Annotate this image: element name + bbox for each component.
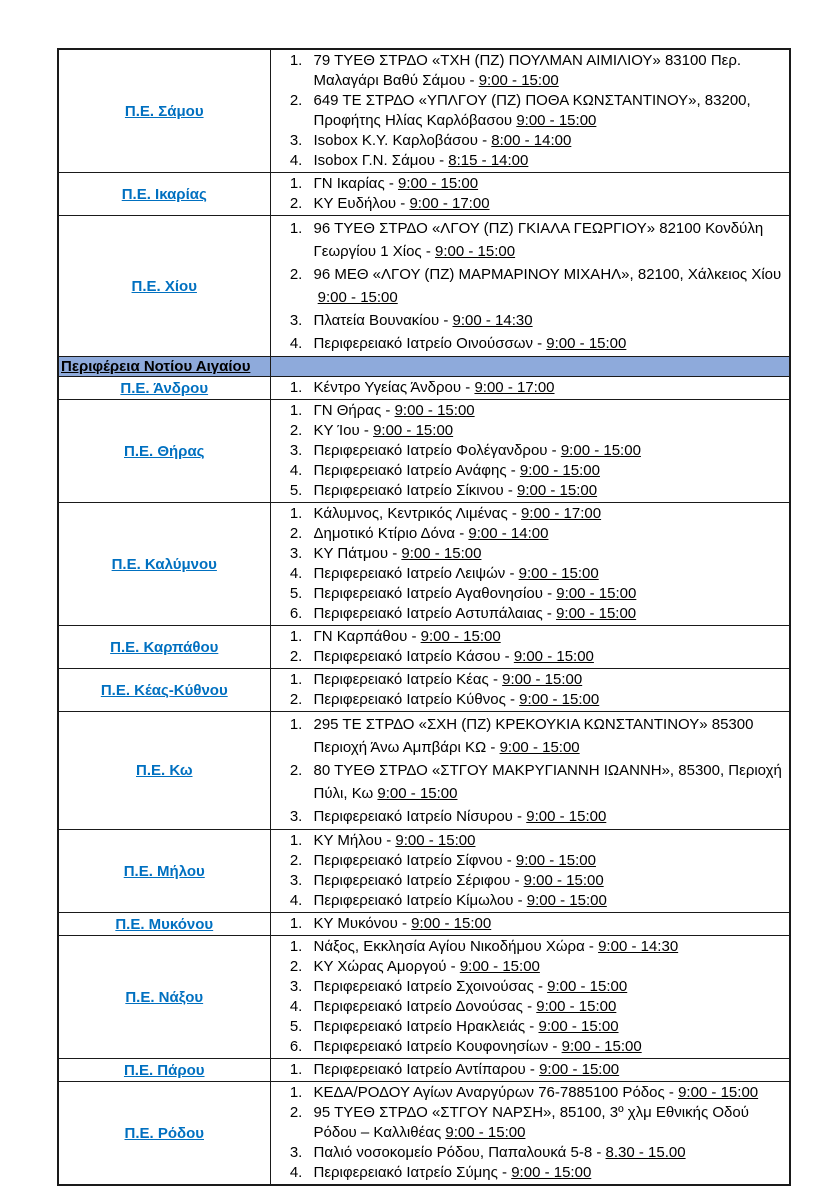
separator: -: [510, 872, 524, 889]
location-item: [307, 461, 788, 481]
region-link[interactable]: Π.Ε. Ρόδου: [124, 1124, 204, 1142]
separator: -: [434, 152, 449, 169]
location-text: Περιφερειακό Ιατρείο Οινούσσων: [313, 335, 533, 352]
location-text: 95 ΤΥΕΘ ΣΤΡΔΟ «ΣΤΓΟΥ ΝΑΡΣΗ», 85100, 3º χλμ Εθνικής Οδού Ρόδου – Καλλιθέας: [313, 1104, 749, 1141]
locations-list: [273, 627, 788, 667]
separator: -: [455, 525, 469, 542]
hours-value: 9:00 - 15:00: [516, 112, 597, 129]
locations-cell: [270, 669, 790, 712]
location-item: [307, 759, 788, 805]
location-item: [307, 851, 788, 871]
hours-value: 9:00 - 15:00: [377, 785, 458, 802]
separator: -: [547, 442, 561, 459]
hours-value: 9:00 - 15:00: [678, 1084, 759, 1101]
separator: -: [506, 462, 520, 479]
location-text: Νάξος, Εκκλησία Αγίου Νικοδήμου Χώρα: [313, 938, 585, 955]
location-item: [307, 1083, 788, 1103]
location-text: Περιφερειακό Ιατρείο Ηρακλειάς: [313, 1018, 526, 1035]
region-cell: [58, 503, 270, 626]
location-text: Περιφερειακό Ιατρείο Κάσου: [313, 648, 501, 665]
hours-value: 9:00 - 15:00: [373, 422, 454, 439]
locations-cell: [270, 626, 790, 669]
location-text: Κάλυμνος, Κεντρικός Λιμένας: [313, 505, 508, 522]
section-header-cell: [58, 357, 270, 377]
region-link[interactable]: Π.Ε. Σάμου: [124, 102, 204, 120]
hours-value: 9:00 - 15:00: [561, 1038, 642, 1055]
locations-cell: [270, 503, 790, 626]
region-cell: [58, 1059, 270, 1082]
region-row: [58, 377, 790, 400]
section-header-row: [58, 357, 790, 377]
hours-value: 9:00 - 15:00: [519, 691, 600, 708]
locations-list: [273, 51, 788, 171]
separator: -: [532, 335, 547, 352]
hours-value: 9:00 - 17:00: [521, 505, 602, 522]
location-text: Περιφερειακό Ιατρείο Σύμης: [313, 1164, 498, 1181]
location-item: [307, 441, 788, 461]
separator: -: [382, 832, 396, 849]
location-text: Περιφερειακό Ιατρείο Σίκινου: [313, 482, 504, 499]
separator: -: [542, 585, 557, 602]
region-link[interactable]: Π.Ε. Ικαρίας: [121, 185, 207, 203]
separator: -: [388, 545, 402, 562]
region-row: [58, 49, 790, 173]
hours-value: 8:15 - 14:00: [448, 152, 529, 169]
location-text: Παλιό νοσοκομείο Ρόδου, Παπαλουκά 5-8: [313, 1144, 593, 1161]
location-item: [307, 481, 788, 501]
hours-value: 9:00 - 15:00: [547, 978, 628, 995]
hours-value: 9:00 - 15:00: [523, 872, 604, 889]
location-item: [307, 871, 788, 891]
separator: -: [500, 648, 514, 665]
location-text: 295 ΤΕ ΣΤΡΔΟ «ΣΧΗ (ΠΖ) ΚΡΕΚΟΥΚΙΑ ΚΩΝΣΤΑΝΤΙΝΟΥ» 85300 Περιοχή Άνω Αμπβάρι ΚΩ: [313, 716, 754, 756]
hours-value: 8:00 - 14:00: [491, 132, 572, 149]
region-cell: [58, 400, 270, 503]
location-item: [307, 1037, 788, 1057]
location-item: [307, 151, 788, 171]
location-item: [307, 914, 788, 934]
location-text: ΓΝ Θήρας: [313, 402, 382, 419]
hours-value: 9:00 - 15:00: [478, 72, 559, 89]
location-text: ΚΥ Χώρας Αμοργού: [313, 958, 447, 975]
location-item: [307, 1143, 788, 1163]
region-row: [58, 913, 790, 936]
separator: -: [584, 938, 599, 955]
location-text: Περιφερειακό Ιατρείο Λειψών: [313, 565, 506, 582]
region-link[interactable]: Π.Ε. Πάρου: [123, 1061, 205, 1079]
location-text: ΚΥ Ευδήλου: [313, 195, 397, 212]
location-item: [307, 504, 788, 524]
region-cell: [58, 173, 270, 216]
region-link[interactable]: Π.Ε. Μυκόνου: [115, 915, 214, 933]
location-item: [307, 670, 788, 690]
location-item: [307, 332, 788, 355]
region-cell: [58, 669, 270, 712]
separator: -: [381, 402, 395, 419]
location-item: [307, 891, 788, 911]
location-text: Περιφερειακό Ιατρείο Φολέγανδρου: [313, 442, 548, 459]
location-item: [307, 831, 788, 851]
locations-list: [273, 401, 788, 501]
location-item: [307, 174, 788, 194]
location-text: 79 ΤΥΕΘ ΣΤΡΔΟ «ΤΧΗ (ΠΖ) ΠΟΥΛΜΑΝ ΑΙΜΙΛΙΟΥ» 83100 Περ. Μαλαγάρι Βαθύ Σάμου: [313, 52, 742, 89]
location-item: [307, 997, 788, 1017]
location-text: Περιφερειακό Ιατρείο Νίσυρου: [313, 808, 513, 825]
region-row: [58, 1082, 790, 1186]
hours-value: 9:00 - 15:00: [394, 402, 475, 419]
region-row: [58, 216, 790, 357]
region-link[interactable]: Π.Ε. Καρπάθου: [110, 638, 219, 656]
separator: -: [396, 195, 410, 212]
separator: -: [439, 312, 453, 329]
region-link[interactable]: Π.Ε. Θήρας: [124, 442, 205, 460]
location-text: 80 ΤΥΕΘ ΣΤΡΔΟ «ΣΤΓΟΥ ΜΑΚΡΥΓΙΑΝΝΗ ΙΩΑΝΝΗ», 85300, Περιοχή Πύλι, Κω: [313, 762, 782, 802]
locations-cell: [270, 936, 790, 1059]
location-item: [307, 584, 788, 604]
separator: -: [477, 132, 492, 149]
locations-list: [273, 378, 788, 398]
location-item: [307, 1017, 788, 1037]
region-row: [58, 400, 790, 503]
location-item: [307, 1060, 788, 1080]
location-item: [307, 194, 788, 214]
location-item: [307, 401, 788, 421]
location-item: [307, 544, 788, 564]
location-text: Δημοτικό Κτίριο Δόνα: [313, 525, 456, 542]
region-link[interactable]: Π.Ε. Άνδρου: [120, 379, 209, 397]
locations-cell: [270, 913, 790, 936]
hours-value: 9:00 - 15:00: [395, 832, 476, 849]
locations-cell: [270, 377, 790, 400]
location-text: 96 ΜΕΘ «ΛΓΟΥ (ΠΖ) ΜΑΡΜΑΡΙΝΟΥ ΜΙΧΑΗΛ», 82100, Χάλκειος Χίου: [313, 266, 782, 283]
location-text: 649 ΤΕ ΣΤΡΔΟ «ΥΠΛΓΟΥ (ΠΖ) ΠΟΘΑ ΚΩΝΣΤΑΝΤΙΝΟΥ», 83200, Προφήτης Ηλίας Καρλόβασου: [313, 92, 751, 129]
schedule-table: [57, 48, 791, 1186]
separator: -: [359, 422, 374, 439]
location-item: [307, 421, 788, 441]
separator: -: [525, 1018, 539, 1035]
separator: -: [461, 379, 475, 396]
location-item: [307, 977, 788, 997]
separator: -: [505, 691, 520, 708]
hours-value: 9:00 - 15:00: [539, 1061, 620, 1078]
region-link[interactable]: Π.Ε. Μήλου: [123, 862, 205, 880]
locations-list: [273, 174, 788, 214]
region-row: [58, 1059, 790, 1082]
hours-value: 9:00 - 15:00: [538, 1018, 619, 1035]
hours-value: 9:00 - 15:00: [517, 482, 598, 499]
separator: -: [465, 72, 479, 89]
hours-value: 9:00 - 17:00: [409, 195, 490, 212]
location-text: Περιφερειακό Ιατρείο Αστυπάλαιας: [313, 605, 543, 622]
hours-value: 9:00 - 15:00: [526, 892, 607, 909]
location-item: [307, 604, 788, 624]
region-row: [58, 830, 790, 913]
region-cell: [58, 626, 270, 669]
separator: -: [533, 978, 548, 995]
region-cell: [58, 377, 270, 400]
hours-value: 9:00 - 15:00: [519, 462, 600, 479]
section-header-cell-right: [270, 357, 790, 377]
separator: -: [525, 1061, 540, 1078]
schedule-table-body: [58, 49, 790, 1185]
locations-cell: [270, 173, 790, 216]
region-row: [58, 669, 790, 712]
hours-value: 9:00 - 15:00: [420, 628, 501, 645]
region-link[interactable]: Π.Ε. Κέας-Κύθνου: [100, 681, 228, 699]
locations-cell: [270, 1059, 790, 1082]
location-item: [307, 564, 788, 584]
region-cell: [58, 712, 270, 830]
locations-cell: [270, 49, 790, 173]
separator: -: [486, 739, 500, 756]
hours-value: 9:00 - 15:00: [502, 671, 583, 688]
separator: -: [503, 482, 518, 499]
separator: -: [664, 1084, 679, 1101]
hours-value: 9:00 - 15:00: [556, 605, 637, 622]
locations-cell: [270, 830, 790, 913]
hours-value: 9:00 - 14:30: [598, 938, 679, 955]
region-cell: [58, 49, 270, 173]
locations-cell: [270, 400, 790, 503]
location-item: [307, 51, 788, 91]
locations-list: [273, 1060, 788, 1080]
hours-value: 9:00 - 15:00: [499, 739, 580, 756]
hours-value: 9:00 - 15:00: [536, 998, 617, 1015]
locations-list: [273, 217, 788, 355]
location-item: [307, 378, 788, 398]
location-text: Περιφερειακό Ιατρείο Σίφνου: [313, 852, 503, 869]
region-link[interactable]: Π.Ε. Νάξου: [125, 988, 204, 1006]
location-text: ΓΝ Καρπάθου: [313, 628, 408, 645]
location-item: [307, 937, 788, 957]
locations-list: [273, 1083, 788, 1183]
separator: -: [542, 605, 557, 622]
location-item: [307, 957, 788, 977]
location-item: [307, 627, 788, 647]
separator: -: [513, 892, 527, 909]
hours-value: 9:00 - 15:00: [518, 565, 599, 582]
location-text: Περιφερειακό Ιατρείο Αντίπαρου: [313, 1061, 526, 1078]
hours-value: 9:00 - 17:00: [474, 379, 555, 396]
location-item: [307, 131, 788, 151]
location-text: Περιφερειακό Ιατρείο Κουφονησίων: [313, 1038, 549, 1055]
separator: -: [497, 1164, 512, 1181]
location-text: ΚΥ Μήλου: [313, 832, 383, 849]
locations-cell: [270, 712, 790, 830]
location-text: ΚΥ Ίου: [313, 422, 360, 439]
separator: -: [592, 1144, 606, 1161]
location-item: [307, 713, 788, 759]
separator: -: [512, 808, 527, 825]
locations-list: [273, 831, 788, 911]
section-header-label: Περιφέρεια Νοτίου Αιγαίου: [61, 358, 251, 375]
separator: -: [548, 1038, 562, 1055]
locations-cell: [270, 216, 790, 357]
hours-value: 9:00 - 15:00: [546, 335, 627, 352]
region-row: [58, 173, 790, 216]
region-cell: [58, 1082, 270, 1186]
location-item: [307, 263, 788, 309]
hours-value: 9:00 - 15:00: [556, 585, 637, 602]
region-row: [58, 936, 790, 1059]
location-text: ΚΥ Πάτμου: [313, 545, 389, 562]
location-text: ΚΕΔΑ/ΡΟΔΟΥ Αγίων Αναργύρων 76-7885100 Ρόδος: [313, 1084, 665, 1101]
hours-value: 9:00 - 15:00: [526, 808, 607, 825]
location-item: [307, 690, 788, 710]
locations-list: [273, 937, 788, 1057]
hours-value: 9:00 - 15:00: [560, 442, 641, 459]
separator: -: [421, 243, 436, 260]
separator: -: [446, 958, 460, 975]
location-item: [307, 1163, 788, 1183]
hours-value: 9:00 - 15:00: [445, 1124, 526, 1141]
location-item: [307, 524, 788, 544]
locations-cell: [270, 1082, 790, 1186]
separator: -: [397, 915, 412, 932]
location-item: [307, 1103, 788, 1143]
location-text: Περιφερειακό Ιατρείο Δονούσας: [313, 998, 523, 1015]
separator: -: [488, 671, 503, 688]
location-text: Περιφερειακό Ιατρείο Ανάφης: [313, 462, 507, 479]
region-cell: [58, 913, 270, 936]
location-item: [307, 647, 788, 667]
location-text: Περιφερειακό Ιατρείο Κύθνος: [313, 691, 506, 708]
location-text: Πλατεία Βουνακίου: [313, 312, 440, 329]
location-text: Isobox Κ.Υ. Καρλοβάσου: [313, 132, 478, 149]
location-text: Isobox Γ.Ν. Σάμου: [313, 152, 435, 169]
location-text: Κέντρο Υγείας Άνδρου: [313, 379, 462, 396]
region-row: [58, 712, 790, 830]
separator: -: [407, 628, 421, 645]
locations-list: [273, 670, 788, 710]
hours-value: 9:00 - 15:00: [398, 175, 479, 192]
region-link[interactable]: Π.Ε. Κω: [136, 762, 193, 779]
location-text: Περιφερειακό Ιατρείο Κίμωλου: [313, 892, 514, 909]
region-link[interactable]: Π.Ε. Καλύμνου: [111, 555, 217, 573]
hours-value: 9:00 - 15:00: [459, 958, 540, 975]
hours-value: 9:00 - 15:00: [317, 289, 398, 306]
location-text: Περιφερειακό Ιατρείο Σέριφου: [313, 872, 511, 889]
hours-value: 9:00 - 14:30: [452, 312, 533, 329]
separator: -: [502, 852, 516, 869]
location-text: Περιφερειακό Ιατρείο Σχοινούσας: [313, 978, 534, 995]
location-item: [307, 91, 788, 131]
hours-value: 9:00 - 15:00: [513, 648, 594, 665]
locations-list: [273, 713, 788, 828]
region-link[interactable]: Π.Ε. Χίου: [131, 277, 197, 295]
location-item: [307, 217, 788, 263]
region-row: [58, 503, 790, 626]
region-cell: [58, 830, 270, 913]
hours-value: 9:00 - 14:00: [468, 525, 549, 542]
hours-value: 9:00 - 15:00: [401, 545, 482, 562]
location-item: [307, 309, 788, 332]
location-text: Περιφερειακό Ιατρείο Αγαθονησίου: [313, 585, 543, 602]
separator: -: [522, 998, 537, 1015]
region-row: [58, 626, 790, 669]
location-text: Περιφερειακό Ιατρείο Κέας: [313, 671, 489, 688]
location-item: [307, 805, 788, 828]
locations-list: [273, 504, 788, 624]
separator: -: [384, 175, 399, 192]
location-text: 96 ΤΥΕΘ ΣΤΡΔΟ «ΛΓΟΥ (ΠΖ) ΓΚΙΑΛΑ ΓΕΩΡΓΙΟΥ» 82100 Κονδύλη Γεωργίου 1 Χίος: [313, 220, 764, 260]
location-text: ΚΥ Μυκόνου: [313, 915, 398, 932]
location-text: ΓΝ Ικαρίας: [313, 175, 385, 192]
hours-value: 9:00 - 15:00: [411, 915, 492, 932]
hours-value: 9:00 - 15:00: [435, 243, 516, 260]
separator: -: [507, 505, 522, 522]
separator: -: [505, 565, 519, 582]
region-cell: [58, 216, 270, 357]
hours-value: 9:00 - 15:00: [511, 1164, 592, 1181]
hours-value: 9:00 - 15:00: [515, 852, 596, 869]
locations-list: [273, 914, 788, 934]
hours-value: 8.30 - 15.00: [605, 1144, 686, 1161]
region-cell: [58, 936, 270, 1059]
